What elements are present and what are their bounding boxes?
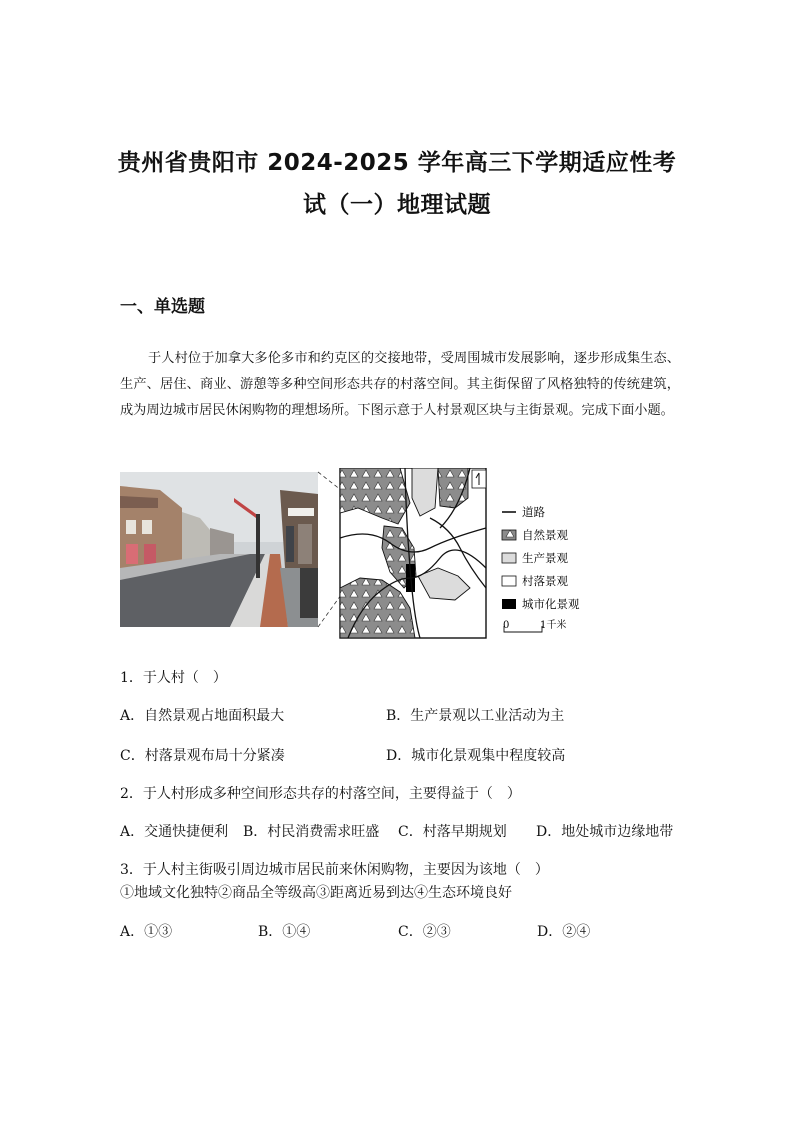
legend-production-symbol <box>502 553 516 563</box>
legend-urban-label: 城市化景观 <box>522 597 580 611</box>
title-line-2: 试（一）地理试题 <box>303 192 491 218</box>
q2-option-a: A．交通快捷便利 <box>120 824 229 840</box>
legend-urban-symbol <box>502 599 516 609</box>
q3-option-b: B．①④ <box>258 924 311 940</box>
legend-production-label: 生产景观 <box>522 551 568 565</box>
scale-zero: 0 <box>503 620 510 631</box>
landscape-map <box>340 468 486 638</box>
question-3-stem: 3．于人村主街吸引周边城市居民前来休闲购物，主要因为该地（ ） <box>120 862 549 878</box>
question-1-stem: 1．于人村（ ） <box>120 670 227 686</box>
q3-option-d: D．②④ <box>537 924 591 940</box>
q1-option-a: A．自然景观占地面积最大 <box>120 708 285 724</box>
q1-option-d: D．城市化景观集中程度较高 <box>386 748 566 764</box>
figure-svg <box>120 468 610 640</box>
street-photo <box>120 472 318 627</box>
title-line-1: 贵州省贵阳市 2024-2025 学年高三下学期适应性考 <box>117 150 677 176</box>
scale-bar <box>504 626 542 632</box>
question-2-stem: 2．于人村形成多种空间形态共存的村落空间，主要得益于（ ） <box>120 786 521 802</box>
map-legend <box>502 505 580 632</box>
figure <box>120 468 610 640</box>
scale-label: 1千米 <box>540 620 567 631</box>
q2-option-d: D．地处城市边缘地带 <box>536 824 674 840</box>
legend-natural-symbol <box>502 530 516 540</box>
legend-village-label: 村落景观 <box>522 574 568 588</box>
q3-option-a: A．①③ <box>120 924 173 940</box>
q2-option-b: B．村民消费需求旺盛 <box>243 824 380 840</box>
legend-road-label: 道路 <box>522 505 545 519</box>
question-3-sub-items: ①地域文化独特②商品全等级高③距离近易到达④生态环境良好 <box>120 885 512 901</box>
document-title <box>80 142 714 226</box>
q1-option-b: B．生产景观以工业活动为主 <box>386 708 565 724</box>
legend-natural-label: 自然景观 <box>522 528 568 542</box>
q3-option-c: C．②③ <box>398 924 451 940</box>
q2-option-c: C．村落早期规划 <box>398 824 507 840</box>
q1-option-c: C．村落景观布局十分紧凑 <box>120 748 285 764</box>
intro-paragraph: 于人村位于加拿大多伦多市和约克区的交接地带，受周围城市发展影响，逐步形成集生态、生产、居住、商业、游憩等多种空间形态共存的村落空间。其主街保留了风格独特的传统建筑，成为周边城市居民休闲购物的理想场所。下图示意于人村景观区块与主街景观。完成下面小题。 <box>120 351 680 418</box>
section-heading: 一、单选题 <box>120 297 205 317</box>
legend-village-symbol <box>502 576 516 586</box>
